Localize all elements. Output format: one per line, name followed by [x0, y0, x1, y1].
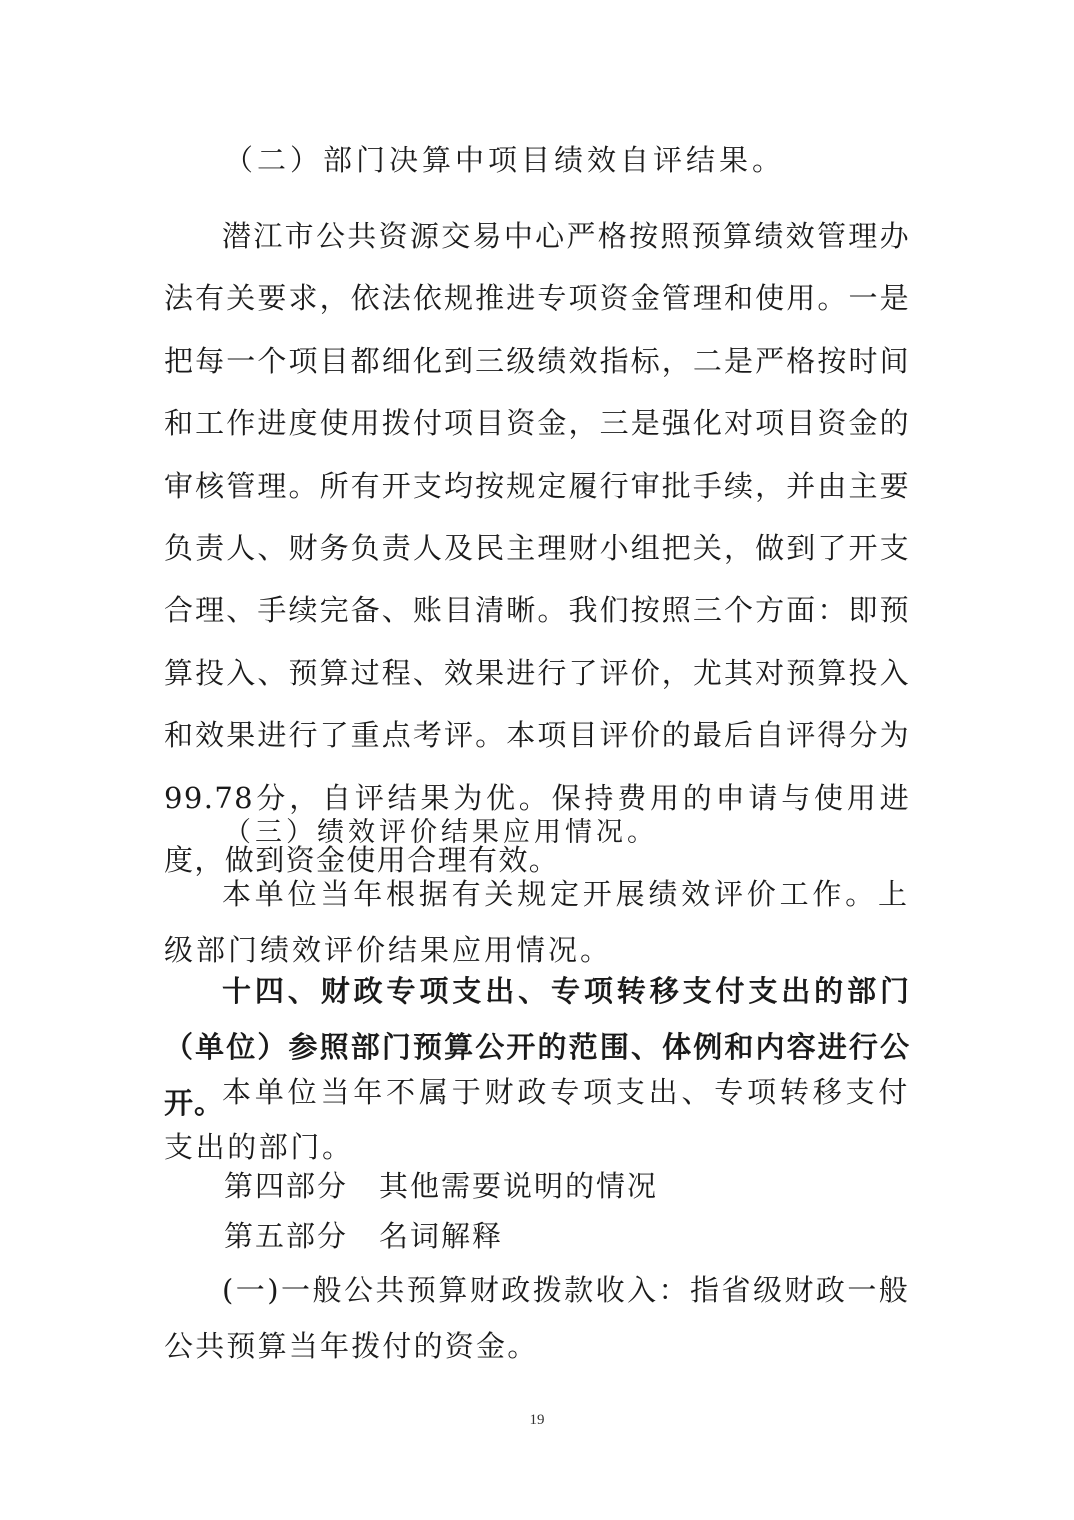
- paragraph-performance-self-evaluation: 潜江市公共资源交易中心严格按照预算绩效管理办法有关要求，依法依规推进专项资金管理和使用。一是把每一个项目都细化到三级绩效指标，二是严格按时间和工作进度使用拨付项目资金，三是强化对项目资金的审核管理。所有开支均按规定履行审批手续，并由主要负责人、财务负责人及民主理财小组把关，做到了开支合理、手续完备、账目清晰。我们按照三个方面：即预算投入、预算过程、效果进行了评价，尤其对预算投入和效果进行了重点考评。本项目评价的最后自评得分为99.78分，自评结果为优。保持费用的申请与使用进度，做到资金使用合理有效。: [164, 219, 910, 878]
- part-four-heading: 第四部分 其他需要说明的情况: [224, 1169, 659, 1203]
- paragraph-special-expenditure: 本单位当年不属于财政专项支出、专项转移支付支出的部门。: [164, 1075, 910, 1164]
- paragraph-term-definition-1: (一)一般公共预算财政拨款收入：指省级财政一般公共预算当年拨付的资金。: [164, 1273, 910, 1363]
- section-heading-3: （三）绩效评价结果应用情况。: [224, 817, 658, 848]
- page-number: 19: [529, 1412, 545, 1428]
- section-heading-14: 十四、财政专项支出、专项转移支付支出的部门（单位）参照部门预算公开的范围、体例和内容进行公开。: [164, 974, 910, 1120]
- section-heading-2: （二）部门决算中项目绩效自评结果。: [224, 143, 786, 177]
- part-five-heading: 第五部分 名词解释: [224, 1219, 504, 1253]
- paragraph-evaluation-application: 本单位当年根据有关规定开展绩效评价工作。上级部门绩效评价结果应用情况。: [164, 877, 910, 967]
